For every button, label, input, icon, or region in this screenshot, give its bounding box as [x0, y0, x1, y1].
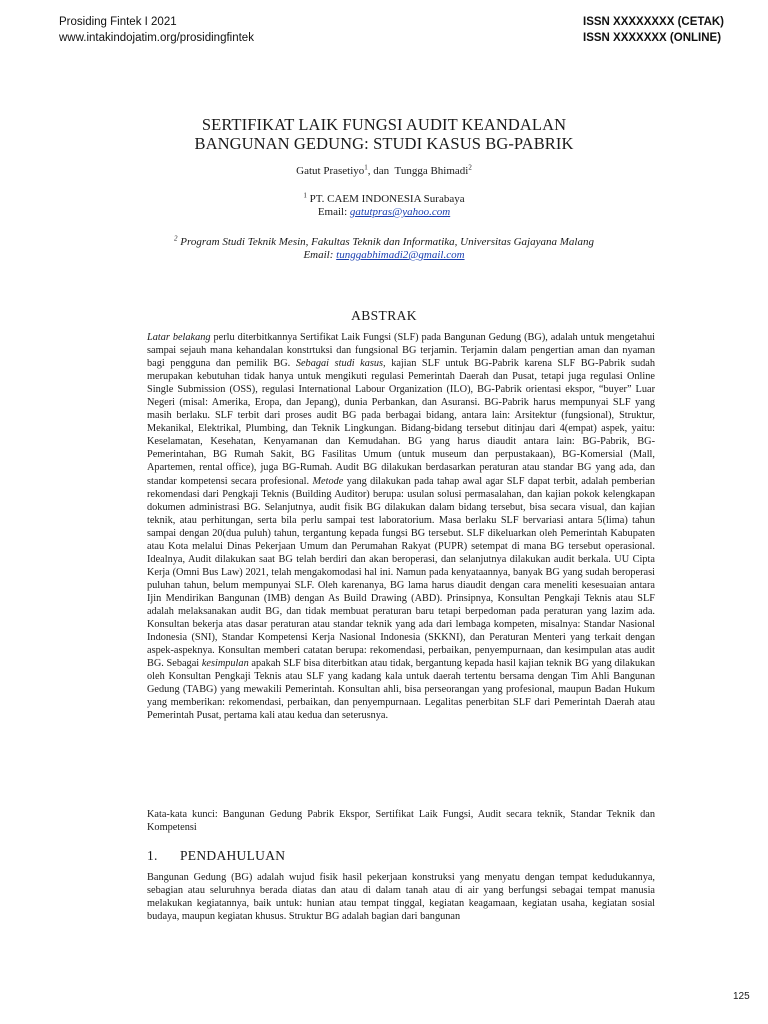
abstract-segment: kajian SLF untuk BG-Pabrik karena SLF BG-Pabrik sudah merupakan kebutuhan tidak hanya untuk mengikuti regulasi Pemerintah Daerah dan Pusat, tetapi juga regulasi Online Single Submission (OSS), regulasi International Labour Organization (ILO), BG-Pabrik orientasi ekspor, “buyer” Luar Negeri (misal: Amerika, Eropa, dan Jepang), dunia Perbankan, dan Asuransi. BG-Pabrik harus mempunyai SLF yang masih berlaku. SLF terbit dari proses audit BG pada berbagai bidang, antara lain: Arsitektur (fungsional), Struktur, Mekanikal, Elektrikal, Plumbing, dan Teknik Lingkungan. Bidang-bidang tersebut ditinjau dari 4(empat) aspek, yaitu: Keselamatan, Kesehatan, Kenyamanan dan Kemudahan. BG yang harus diaudit antara lain: BG-Pabrik, BG- Pemerintahan, BG Rumah Sakit, BG Fasilitas Umum (untuk museum dan perpustakaan), BG-Komersial (Mall, Apartemen, rental office), juga BG-Rumah. Audit BG dilakukan berdasarkan peraturan atau standar BG yang ada, dan standar kompetensi secara profesional. [147, 358, 655, 487]
abstract-segment: Sebagai studi kasus, [295, 358, 386, 370]
abstract-segment: kesimpulan [201, 658, 249, 670]
affiliation-1-email-label: Email: [317, 206, 350, 218]
title-line-1: SERTIFIKAT LAIK FUNGSI AUDIT KEANDALAN [201, 115, 567, 134]
affiliation-1-name: PT. CAEM INDONESIA Surabaya [306, 193, 465, 205]
affiliation-2-email-label: Email: [303, 249, 337, 261]
section-body [147, 871, 655, 923]
issn-online: ISSN XXXXXXX (ONLINE) [583, 32, 722, 44]
affiliation-2-mark: 2 [174, 234, 178, 243]
author-1: Gatut Prasetiyo [296, 165, 365, 177]
running-header-right [583, 14, 724, 46]
keywords: Kata-kata kunci: Bangunan Gedung Pabrik Ekspor, Sertifikat Laik Fungsi, Audit secara teknik, Standar Teknik dan Kompetensi [147, 809, 655, 833]
page-number: 125 [733, 991, 750, 1002]
affiliation-2-email-link[interactable]: tunggabhimadi2@gmail.com [336, 249, 465, 261]
author-connector: , dan [367, 165, 395, 177]
abstract-heading: ABSTRAK [351, 308, 417, 323]
section-heading [147, 848, 285, 864]
journal-name: Prosiding Fintek I 2021 [59, 16, 177, 28]
author-2: Tungga Bhimadi [394, 165, 469, 177]
journal-url[interactable]: www.intakindojatim.org/prosidingfintek [59, 32, 254, 44]
affiliation-1 [0, 193, 768, 219]
abstract-segment: Latar belakang [147, 332, 211, 343]
abstract-segment: apakah SLF bisa diterbitkan atau tidak, bergantung kepada hasil kajian teknik BG yang dilakukan oleh Konsultan Pengkaji Teknis atau SLF yang kadang kala untuk daerah tertentu bersama dengan Tim Ahli Bangunan Gedung (TABG) yang mewakili Pemerintah. Konsultan ahli, bisa perseorangan yang profesional, maupun Badan Hukum yang memberikan: rekomendasi, perbaikan, dan penyempurnaan. Legalitas penerbitan SLF dari Pemerintah Daerah atau Pemerintah Pusat, pertama kali atau kedua dan seterusnya. [147, 658, 655, 722]
title-line-2: BANGUNAN GEDUNG: STUDI KASUS BG-PABRIK [194, 134, 574, 153]
affiliation-1-email-link[interactable]: gatutpras@yahoo.com [349, 206, 451, 218]
issn-print: ISSN XXXXXXXX (CETAK) [583, 16, 725, 28]
section-title: PENDAHULUAN [180, 848, 286, 863]
abstract-segment: yang dilakukan pada tahap awal agar SLF dapat terbit, adalah pemberian rekomendasi dari Pengkaji Teknis (Building Auditor) berupa: usulan solusi permasalahan, dan kajian pokok kelengkapan dokumen administrasi BG. Selanjutnya, audit fisik BG dilakukan dalam bidang tersebut, bisa secara visual, dan kajian teknik, atau perhitungan, serta bila perlu sampai test laboratorium. Masa berlaku SLF bervariasi antara 5(lima) tahun sampai dengan 20(dua puluh) tahun, tergantung kepada fungsi BG tersebut. SLF dikeluarkan oleh Pemerintah Kabupaten atau Kota melalui Dinas Pekerjaan Umum dan Perumahan Rakyat (PUPR) setempat di mana BG tersebut operasional. Idealnya, Audit dilakukan saat BG telah berdiri dan akan beroperasi, dan selanjutnya dilakukan audit berkala. UU Cipta Kerja (Omni Bus Law) 2021, telah mengakomodasi hal ini. Namun pada kenyataannya, banyak BG yang sudah beroperasi puluhan tahun, belum mempunyai SLF. Oleh karenanya, BG lama harus diaudit dengan cara meneliti kesesuaian antara Ijin Mendirikan Bangunan (IMB) dengan As Build Drawing (ABD). Prinsipnya, Konsultan Pengkaji Teknis atau SLF adalah melaksanakan audit BG, dan tidak membuat peraturan baru tetapi berpedoman pada peraturan yang lazim ada. Konsultan bekerja atas dasar peraturan atau standar teknik yang ada dari lembaga kompeten, misalnya: Standar Nasional Indonesia (SNI), Standar Kompetensi Kerja Nasional Indonesia (SKKNI), dan Peraturan Menteri yang terkait dengan aspek-aspeknya. Konsultan memberi catatan berupa: rekomendasi, perbaikan, penyempurnaan, dan kesimpulan atas audit BG. Sebagai [147, 475, 655, 670]
abstract-body [147, 331, 655, 722]
author-1-affiliation-mark: 1 [364, 163, 368, 172]
abstract-segment: perlu diterbitkannya Sertifikat Laik Fungsi (SLF) pada Bangunan Gedung (BG), adalah untuk mengetahui sampai sejauh mana kehandalan konstrtuksi dan fungsional BG terjamin. Terjamin dalam pengertian aman dan nyaman bagi pengguna dan pemilik BG. [147, 332, 655, 370]
affiliation-2-name: Program Studi Teknik Mesin, Fakultas Teknik dan Informatika, Universitas Gajayana Malang [177, 236, 594, 248]
author-2-affiliation-mark: 2 [468, 163, 472, 172]
abstract-paragraph [147, 331, 655, 722]
affiliation-1-mark: 1 [303, 191, 307, 200]
author-list [0, 164, 768, 178]
section-number: 1. [147, 848, 158, 863]
running-header-left [59, 14, 254, 46]
affiliation-2 [0, 236, 768, 262]
paper-title [0, 115, 768, 153]
intro-paragraph: Bangunan Gedung (BG) adalah wujud fisik hasil pekerjaan konstruksi yang menyatu dengan tempat kedudukannya, sebagian atau seluruhnya berada diatas dan atau di dalam tanah atau di air yang berfungsi sebagai tempat manusia melakukan kegiatannya, baik untuk: hunian atau tempat tinggal, kegiatan keagamaan, kegiatan usaha, kegiatan sosial budaya, maupun kegiatan khusus. Struktur BG adalah bagian dari bangunan [147, 872, 655, 923]
abstract-segment: Metode [312, 475, 344, 487]
